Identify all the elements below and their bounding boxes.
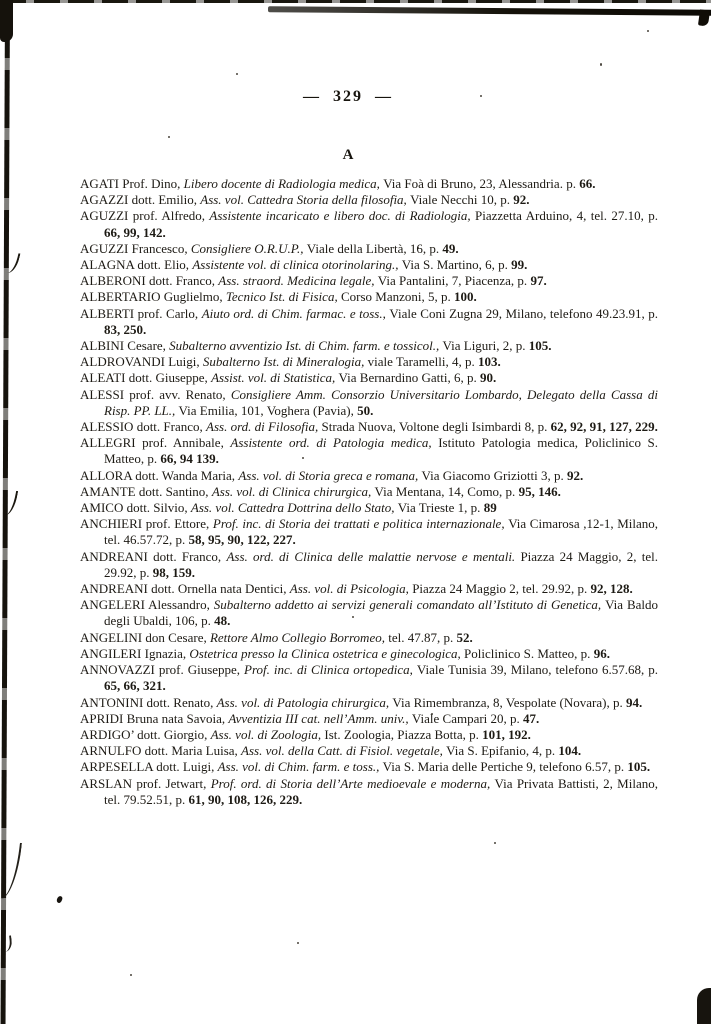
entry-text-run: Viale Campari 20, p.	[411, 710, 524, 726]
entry-text-run: ARPESELLA dott. Luigi,	[80, 759, 218, 775]
directory-entry	[80, 711, 658, 727]
entry-text-run: ALLORA dott. Wanda Maria,	[80, 467, 239, 483]
directory-entry	[80, 354, 658, 370]
scan-edge-top	[0, 0, 711, 3]
entry-text-run: 94.	[625, 694, 643, 710]
entry-text-run: ANGELINI don Cesare,	[80, 629, 210, 645]
entry-text-run: 66.	[579, 176, 596, 191]
directory-entry	[80, 468, 658, 484]
entry-text-run: 92, 128.	[590, 581, 633, 597]
entry-text-run: Piazza 24 Maggio, 2, tel. 29.92, p.	[104, 548, 659, 580]
directory-entry	[80, 435, 658, 467]
ink-mark	[56, 895, 63, 903]
entry-text-run: Aiuto ord. di Chim. farmac. e toss.,	[201, 305, 390, 321]
entry-text-run: 98, 159.	[152, 564, 195, 580]
entry-text-run: Istituto Patologia medica, Policlinico S. Matteo, p.	[104, 435, 658, 467]
entry-text-run: Via Bernardino Gatti, 6, p.	[338, 370, 481, 386]
entry-text-run: Ass. vol. della Catt. di Fisiol. vegetale,	[241, 743, 447, 759]
entry-text-run: Piazzetta Arduino, 4, tel. 27.10, p.	[475, 208, 658, 224]
entry-text-run: Via Cimarosa ,12-1, Milano, tel. 46.57.72, p.	[104, 516, 659, 548]
directory-entry	[80, 306, 658, 338]
entry-text-run: ALBINI Cesare,	[80, 338, 170, 354]
entry-text-run: Via Emilia, 101, Voghera (Pavia),	[178, 402, 358, 418]
entry-text-run: Ass. straord. Medicina legale,	[218, 273, 378, 289]
entry-text-run: Tecnico Ist. di Fisica,	[225, 289, 341, 305]
entry-text-run: Ass. vol. Cattedra Dottrina dello Stato,	[190, 500, 398, 516]
ink-speck	[647, 30, 649, 32]
entry-text-run: ALBERTARIO Guglielmo,	[80, 289, 226, 305]
directory-entry	[80, 208, 658, 240]
entry-text-run: 61, 90, 108, 126, 229.	[188, 791, 303, 807]
entry-text-run: Ass. vol. di Zoologia,	[210, 726, 325, 742]
directory-entry	[80, 273, 658, 289]
entry-text-run: 90.	[480, 370, 497, 386]
entry-text-run: ALBERONI dott. Franco,	[80, 273, 219, 289]
entry-text-run: ALESSI prof. avv. Renato,	[80, 386, 231, 402]
directory-entry	[80, 387, 658, 419]
scan-edge-corner-hook	[698, 9, 710, 26]
entry-text-run: 105.	[627, 759, 651, 775]
scan-edge-top-right	[268, 6, 711, 16]
entry-text-run: Ist. Zoologia, Piazza Botta, p.	[324, 726, 483, 742]
entry-text-run: APRIDI Bruna nata Savoia,	[80, 710, 229, 726]
entry-text-run: Via S. Martino, 6, p.	[401, 257, 512, 273]
directory-entry	[80, 484, 658, 500]
entry-text-run: 100.	[453, 289, 477, 305]
entry-text-run: Subalterno addetto ai servizi generali comandato all’Istituto di Genetica,	[213, 597, 606, 613]
directory-entry	[80, 759, 658, 775]
section-letter-heading: A	[342, 147, 354, 163]
entry-text-run: Assistente ord. di Patologia medica,	[230, 435, 439, 451]
entry-text-run: Ass. vol. di Clinica chirurgica,	[211, 483, 375, 499]
entry-text-run: ARDIGO’ dott. Giorgio,	[80, 726, 211, 742]
entry-text-run: ANTONINI dott. Renato,	[80, 694, 217, 710]
entry-text-run: ANDREANI dott. Franco,	[80, 548, 227, 564]
entry-text-run: 65, 66, 321.	[104, 678, 166, 694]
ink-speck	[168, 136, 170, 138]
entry-text-run: ANGILERI Ignazia,	[80, 645, 190, 661]
entry-text-run: 62, 92, 91, 127, 229.	[550, 419, 658, 435]
entry-text-run: AGAZZI dott. Emilio,	[80, 192, 201, 208]
entry-text-run: Assist. vol. di Statistica,	[211, 370, 339, 386]
entry-text-run: AGATI Prof. Dino,	[80, 176, 184, 191]
entry-text-run: tel. 47.87, p.	[388, 629, 457, 645]
entry-text-run: Assistente incaricato e libero doc. di Radiologia,	[209, 208, 476, 224]
entry-text-run: Rettore Almo Collegio Borromeo,	[209, 629, 389, 645]
entry-text-run: ALDROVANDI Luigi,	[80, 354, 203, 370]
entry-text-run: Viale Necchi 10, p.	[410, 192, 514, 208]
entry-text-run: viale Taramelli, 4, p.	[367, 354, 478, 370]
entry-text-run: Via Pantalini, 7, Piacenza, p.	[377, 273, 531, 289]
directory-entry	[80, 338, 658, 354]
entry-text-run: Ass. vol. di Storia greca e romana,	[238, 467, 422, 483]
entry-text-run: Piazza 24 Maggio 2, tel. 29.92, p.	[412, 581, 591, 597]
entry-text-run: ALESSIO dott. Franco,	[80, 419, 207, 435]
entry-text-run: 52.	[456, 629, 473, 645]
entry-text-run: Avventizia III cat. nell’Amm. univ.,	[228, 710, 412, 726]
entry-text-run: 105.	[528, 338, 552, 354]
entry-text-run: Consigliere O.R.U.P.,	[190, 240, 307, 256]
directory-entry	[80, 241, 658, 257]
entry-text-run: Ass. vol. Cattedra Storia della filosofia,	[200, 192, 411, 208]
directory-entry	[80, 630, 658, 646]
entry-text-run: ARSLAN prof. Jetwart,	[80, 775, 211, 791]
directory-entry	[80, 176, 658, 192]
entry-text-run: ARNULFO dott. Maria Luisa,	[80, 743, 242, 759]
entry-text-run: Viale della Libertà, 16, p.	[306, 240, 443, 256]
entry-text-run: Via Giacomo Griziotti 3, p.	[421, 467, 567, 483]
entry-text-run: Via Mentana, 14, Como, p.	[374, 483, 519, 499]
directory-entry	[80, 289, 658, 305]
entry-text-run: ANDREANI dott. Ornella nata Dentici,	[80, 581, 290, 597]
directory-entry	[80, 370, 658, 386]
entry-text-run: Via Privata Battisti, 2, Milano, tel. 79.52.51, p.	[104, 775, 658, 807]
entry-text-run: Ostetrica presso la Clinica ostetrica e ginecologica,	[189, 645, 465, 661]
entry-text-run: Ass. ord. di Filosofia,	[206, 419, 322, 435]
directory-entry	[80, 192, 658, 208]
entry-text-run: 66, 99, 142.	[104, 224, 166, 240]
scan-binding-blob	[0, 0, 13, 42]
entry-text-run: Via Trieste 1, p.	[397, 500, 484, 516]
entry-text-run: Prof. inc. di Clinica ortopedica,	[244, 662, 417, 678]
entry-text-run: Prof. ord. di Storia dell’Arte medioevale e moderna,	[210, 775, 495, 791]
entry-text-run: 47.	[523, 710, 540, 726]
entry-text-run: AMANTE dott. Santino,	[80, 483, 212, 499]
entry-text-run: ALBERTI prof. Carlo,	[80, 305, 202, 321]
ink-speck	[297, 942, 299, 944]
entry-text-run: Corso Manzoni, 5, p.	[340, 289, 454, 305]
entry-text-run: 96.	[593, 645, 610, 661]
entry-text-run: 49.	[442, 240, 459, 256]
directory-entry	[80, 516, 658, 548]
scan-corner-shadow	[697, 988, 711, 1024]
entry-text-run: Via Liguri, 2, p.	[442, 338, 529, 354]
entry-text-run: Ass. vol. di Patologia chirurgica,	[216, 694, 393, 710]
entry-text-run: ANNOVAZZI prof. Giuseppe,	[80, 662, 245, 678]
entry-text-run: Subalterno avventizio Ist. di Chim. farm. e tossicol.,	[169, 338, 443, 354]
directory-entry	[80, 500, 658, 516]
directory-entry	[80, 776, 658, 808]
entry-text-run: 89	[483, 500, 497, 516]
entry-text-run: Libero docente di Radiologia medica,	[183, 176, 384, 191]
ink-speck	[130, 974, 132, 976]
ink-speck	[494, 842, 496, 844]
entry-text-run: 92.	[513, 192, 530, 208]
directory-entry	[80, 727, 658, 743]
entry-text-run: 97.	[530, 273, 547, 289]
binding-bump	[0, 935, 13, 952]
entry-text-run: Viale Coni Zugna 29, Milano, telefono 49.23.91, p.	[389, 305, 658, 321]
entry-text-run: 66, 94 139.	[160, 451, 219, 467]
entry-text-run: ALAGNA dott. Elio,	[80, 257, 193, 273]
entry-text-run: ALEATI dott. Giuseppe,	[80, 370, 212, 386]
directory-entry	[80, 743, 658, 759]
entry-text-run: Ass. ord. di Clinica delle malattie nervose e mentali.	[226, 548, 521, 564]
entry-text-run: 101, 192.	[482, 726, 531, 742]
entry-text-run: 99.	[511, 257, 528, 273]
entry-text-run: 50.	[357, 402, 374, 418]
directory-entry	[80, 646, 658, 662]
entry-text-run: Prof. inc. di Storia dei trattati e politica internazionale,	[212, 516, 509, 532]
ink-speck	[600, 63, 602, 66]
directory-entry	[80, 597, 658, 629]
entry-text-run: AGUZZI prof. Alfredo,	[80, 208, 210, 224]
entry-text-run: 48.	[214, 613, 231, 629]
entry-text-run: AMICO dott. Silvio,	[80, 500, 191, 516]
entry-text-run: Assistente vol. di clinica otorinolaring.,	[192, 257, 402, 273]
entry-text-run: Policlinico S. Matteo, p.	[464, 645, 594, 661]
entry-text-run: 92.	[566, 467, 584, 483]
entry-text-run: Strada Nuova, Voltone degli Isimbardi 8, p.	[321, 419, 551, 435]
entry-text-run: Via Foà di Bruno, 23, Alessandria. p.	[383, 176, 580, 191]
ink-speck	[236, 73, 238, 75]
entry-text-run: Ass. vol. di Chim. farm. e toss.,	[217, 759, 383, 775]
entry-text-run: Via Baldo degli Ubaldi, 106, p.	[104, 597, 659, 629]
directory-entry	[80, 257, 658, 273]
entry-text-run: 58, 95, 90, 122, 227.	[188, 532, 296, 548]
entry-text-run: 104.	[558, 743, 582, 759]
directory-entry	[80, 695, 658, 711]
entry-text-run: Via Rimembranza, 8, Vespolate (Novara), p.	[392, 694, 626, 710]
entry-text-run: Subalterno Ist. di Mineralogia,	[202, 354, 368, 370]
entry-text-run: Consigliere Amm. Consorzio Universitario Lombardo, Delegato della Cassa di Risp. PP. LL.,	[104, 386, 659, 418]
entry-text-run: 83, 250.	[104, 321, 147, 337]
entry-text-run: Ass. vol. di Psicologia,	[289, 581, 413, 597]
directory-entry	[80, 662, 658, 694]
directory-entries	[80, 176, 658, 808]
entry-text-run: ANGELERI Alessandro,	[80, 597, 214, 613]
entry-text-run: Via S. Maria delle Pertiche 9, telefono 6.57, p.	[382, 759, 628, 775]
entry-text-run: Via S. Epifanio, 4, p.	[446, 743, 559, 759]
entry-text-run: ANCHIERI prof. Ettore,	[80, 516, 213, 532]
entry-text-run: AGUZZI Francesco,	[80, 240, 191, 256]
ink-speck	[480, 95, 482, 97]
entry-text-run: 95, 146.	[518, 483, 561, 499]
entry-text-run: ALLEGRI prof. Annibale,	[80, 435, 231, 451]
directory-entry	[80, 581, 658, 597]
directory-entry	[80, 549, 658, 581]
entry-text-run: Viale Tunisia 39, Milano, telefono 6.57.68, p.	[416, 662, 658, 678]
page-number: — 329 —	[303, 88, 393, 105]
directory-entry	[80, 419, 658, 435]
entry-text-run: 103.	[477, 354, 501, 370]
